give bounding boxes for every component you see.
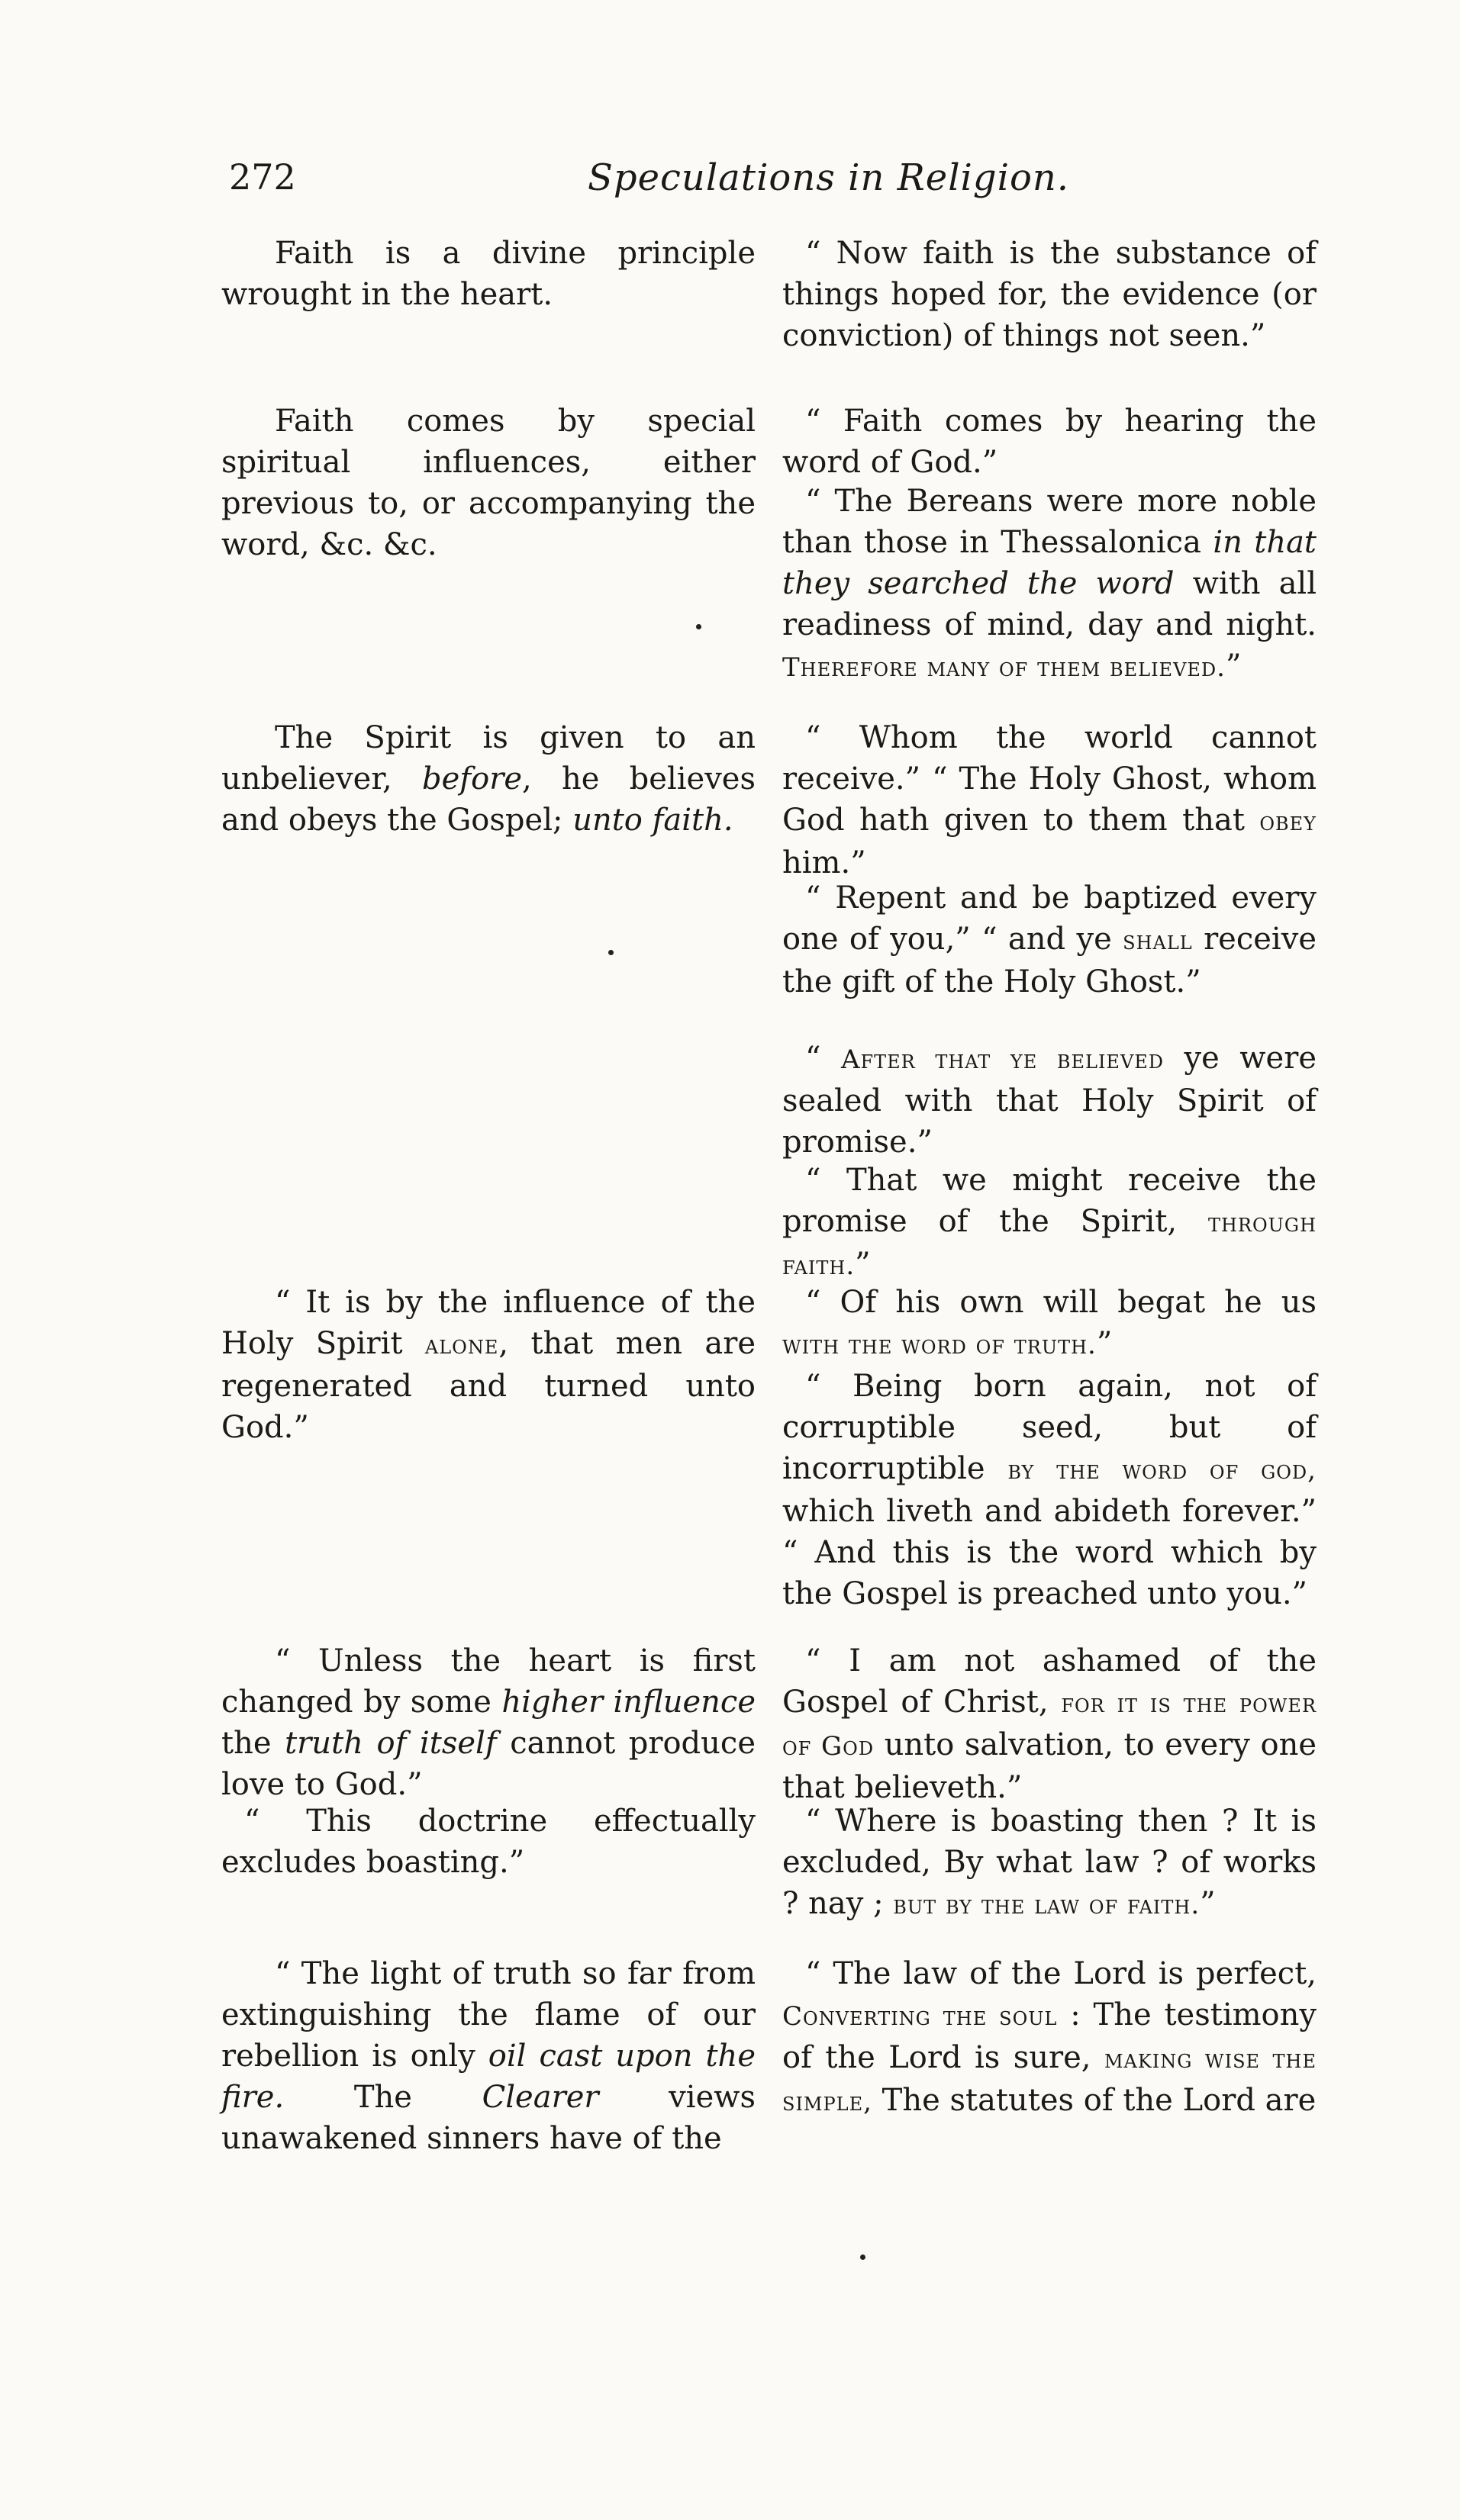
right-paragraph-1: “ Now faith is the substance of things hoped for, the evidence (or conviction) of things not seen.” [782,236,1317,353]
page-number: 272 [229,156,296,198]
left-paragraph-3: The Spirit is given to an unbeliever, before, he believes and obeys the Gospel; unto faith. [221,720,756,838]
ink-speck [608,950,614,955]
left-paragraph-1: Faith is a divine principle wrought in the heart. [221,236,756,312]
right-paragraph-3: “ The Bereans were more noble than those in Thessalonica in that they searched the word with all readiness of mind, day and night. Therefore many of them believed.” [782,484,1317,684]
running-title: Speculations in Religion. [588,156,1070,199]
right-paragraph-11: “ Where is boasting then ? It is excluded, By what law ? of works ? nay ; but by the law of faith.” [782,1804,1317,1921]
left-paragraph-6: “ This doctrine effectually excludes boasting.” [221,1804,756,1880]
page-header [0,156,1460,210]
right-paragraph-4: “ Whom the world cannot receive.” “ The Holy Ghost, whom God hath given to them that obey him.” [782,720,1317,880]
ink-speck [860,2254,865,2260]
ink-speck [696,624,701,629]
right-paragraph-7: “ That we might receive the promise of the Spirit, through faith.” [782,1163,1317,1282]
right-paragraph-2: “ Faith comes by hearing the word of God.” [782,404,1317,480]
left-paragraph-7: “ The light of truth so far from extinguishing the flame of our rebellion is only oil cast upon the fire. The Clearer views unawakened sinners have of the [221,1956,756,2156]
left-paragraph-4: “ It is by the influence of the Holy Spirit alone, that men are regenerated and turned unto God.” [221,1285,756,1445]
right-paragraph-6: “ After that ye believed ye were sealed with that Holy Spirit of promise.” [782,1041,1317,1160]
right-paragraph-5: “ Repent and be baptized every one of you,” “ and ye shall receive the gift of the Holy Ghost.” [782,880,1317,999]
right-paragraph-10: “ I am not ashamed of the Gospel of Christ, for it is the power of God unto salvation, to every one that believeth.” [782,1643,1317,1805]
right-paragraph-8: “ Of his own will begat he us with the word of truth.” [782,1285,1317,1361]
right-paragraph-9: “ Being born again, not of corruptible seed, but of incorruptible by the word of god, which liveth and abideth forever.” “ And this is the word which by the Gospel is preached unto you.” [782,1369,1317,1611]
left-paragraph-2: Faith comes by special spiritual influences, either previous to, or accompanying the word, &c. &c. [221,404,756,562]
right-paragraph-12: “ The law of the Lord is perfect, Converting the soul : The testimony of the Lord is sure, making wise the simple, The statutes of the Lord are [782,1956,1317,2118]
left-paragraph-5: “ Unless the heart is first changed by some higher influence the truth of itself cannot produce love to God.” [221,1643,756,1802]
